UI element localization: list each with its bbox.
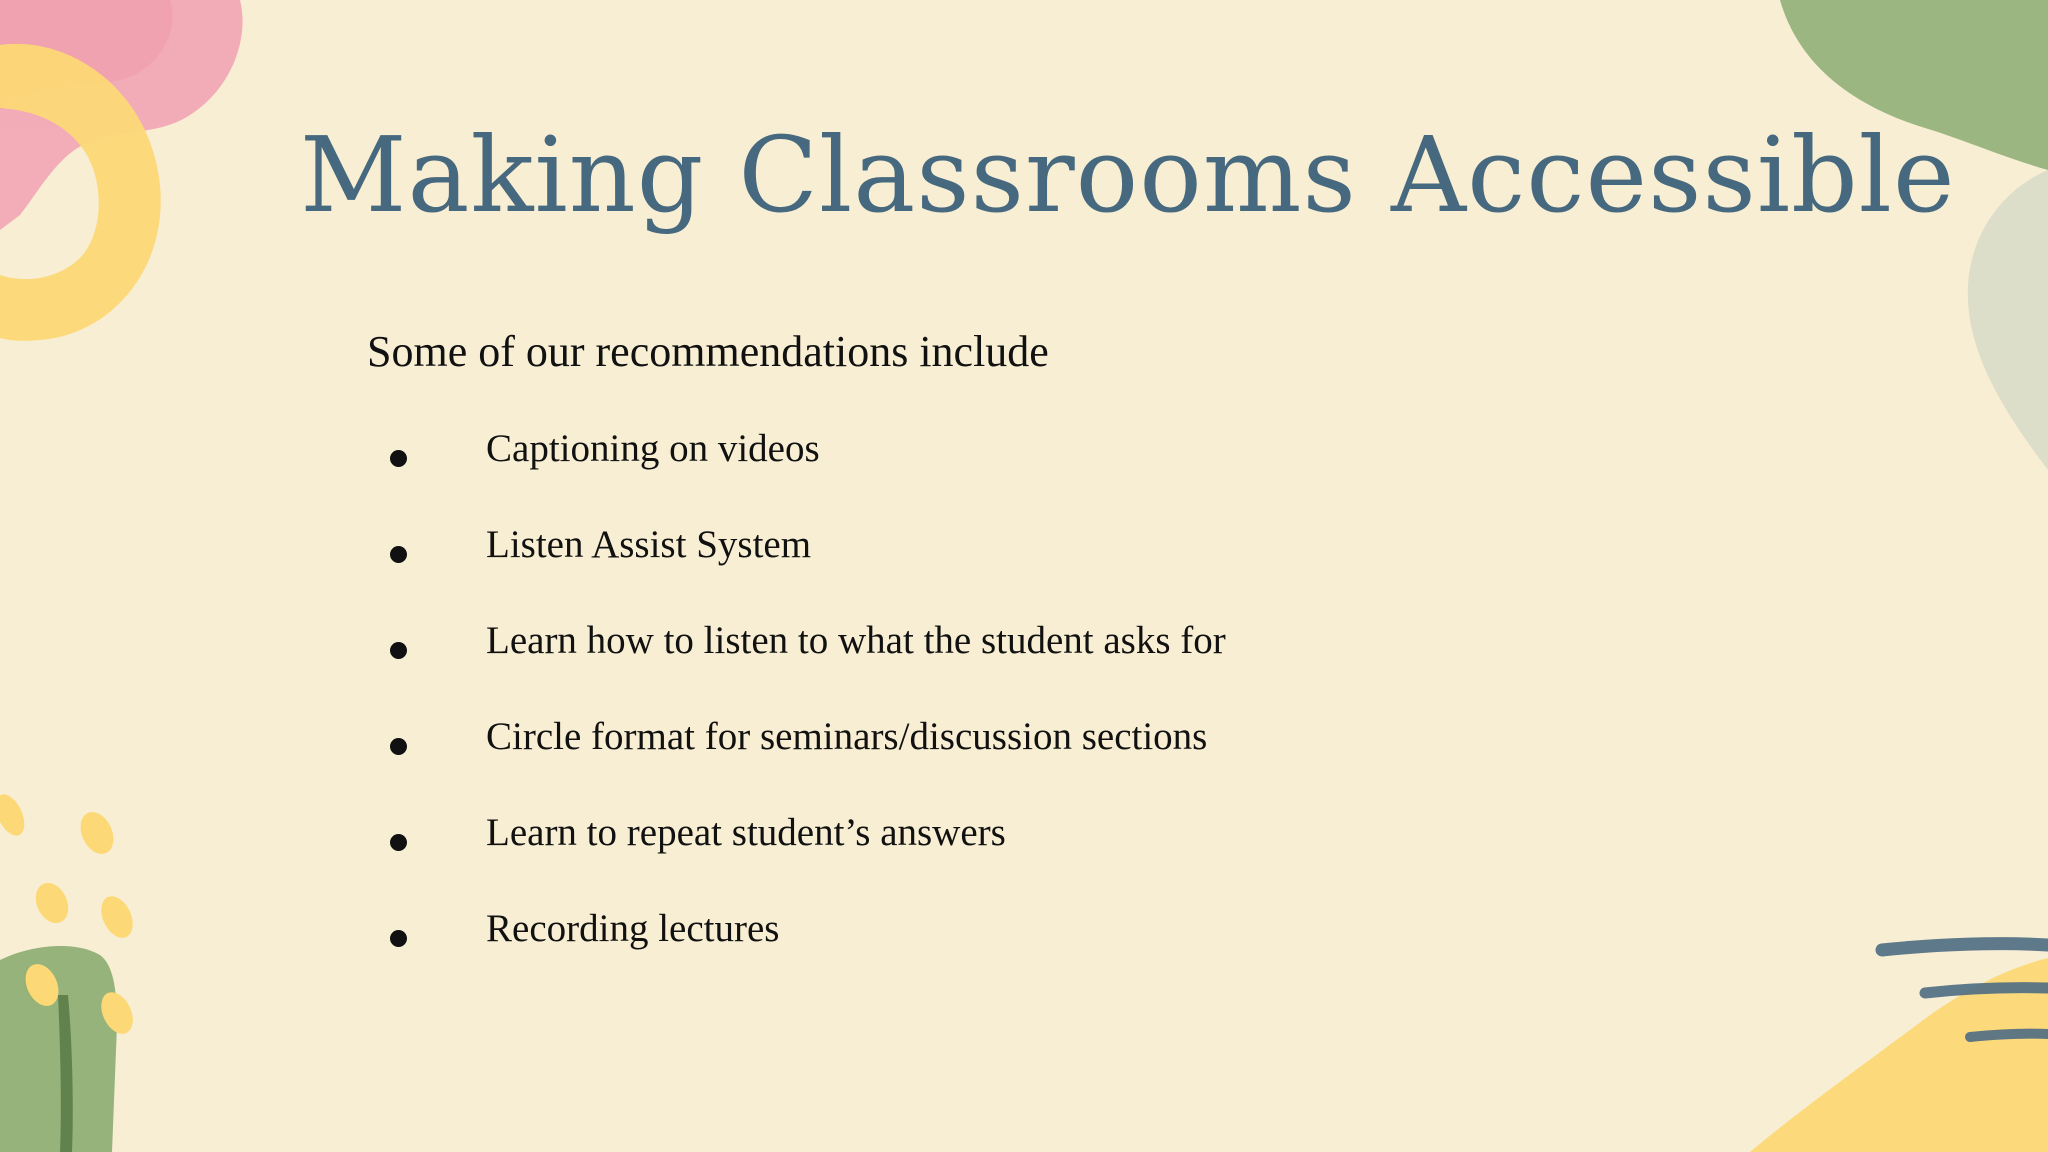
list-item-text: Recording lectures [486, 907, 780, 950]
bullet-icon [390, 930, 407, 947]
green-plant-shape [0, 946, 139, 1152]
list-item-text: Learn to repeat student’s answers [486, 811, 1006, 854]
bullet-icon [390, 450, 407, 467]
list-item [390, 425, 1226, 521]
bullet-icon [390, 834, 407, 851]
bullet-icon [390, 738, 407, 755]
intro-text: Some of our recommendations include [367, 327, 1049, 376]
slide-title: Making Classrooms Accessible [300, 114, 1956, 236]
list-item [390, 521, 1226, 617]
list-item [390, 713, 1226, 809]
list-item-text: Captioning on videos [486, 427, 820, 470]
list-item [390, 905, 1226, 1001]
list-item-text: Learn how to listen to what the student asks for [486, 619, 1226, 662]
bullet-icon [390, 642, 407, 659]
list-item [390, 617, 1226, 713]
bullet-icon [390, 546, 407, 563]
list-item-text: Circle format for seminars/discussion sections [486, 715, 1208, 758]
list-item [390, 809, 1226, 905]
recommendations-list [390, 425, 1226, 1001]
list-item-text: Listen Assist System [486, 523, 812, 566]
